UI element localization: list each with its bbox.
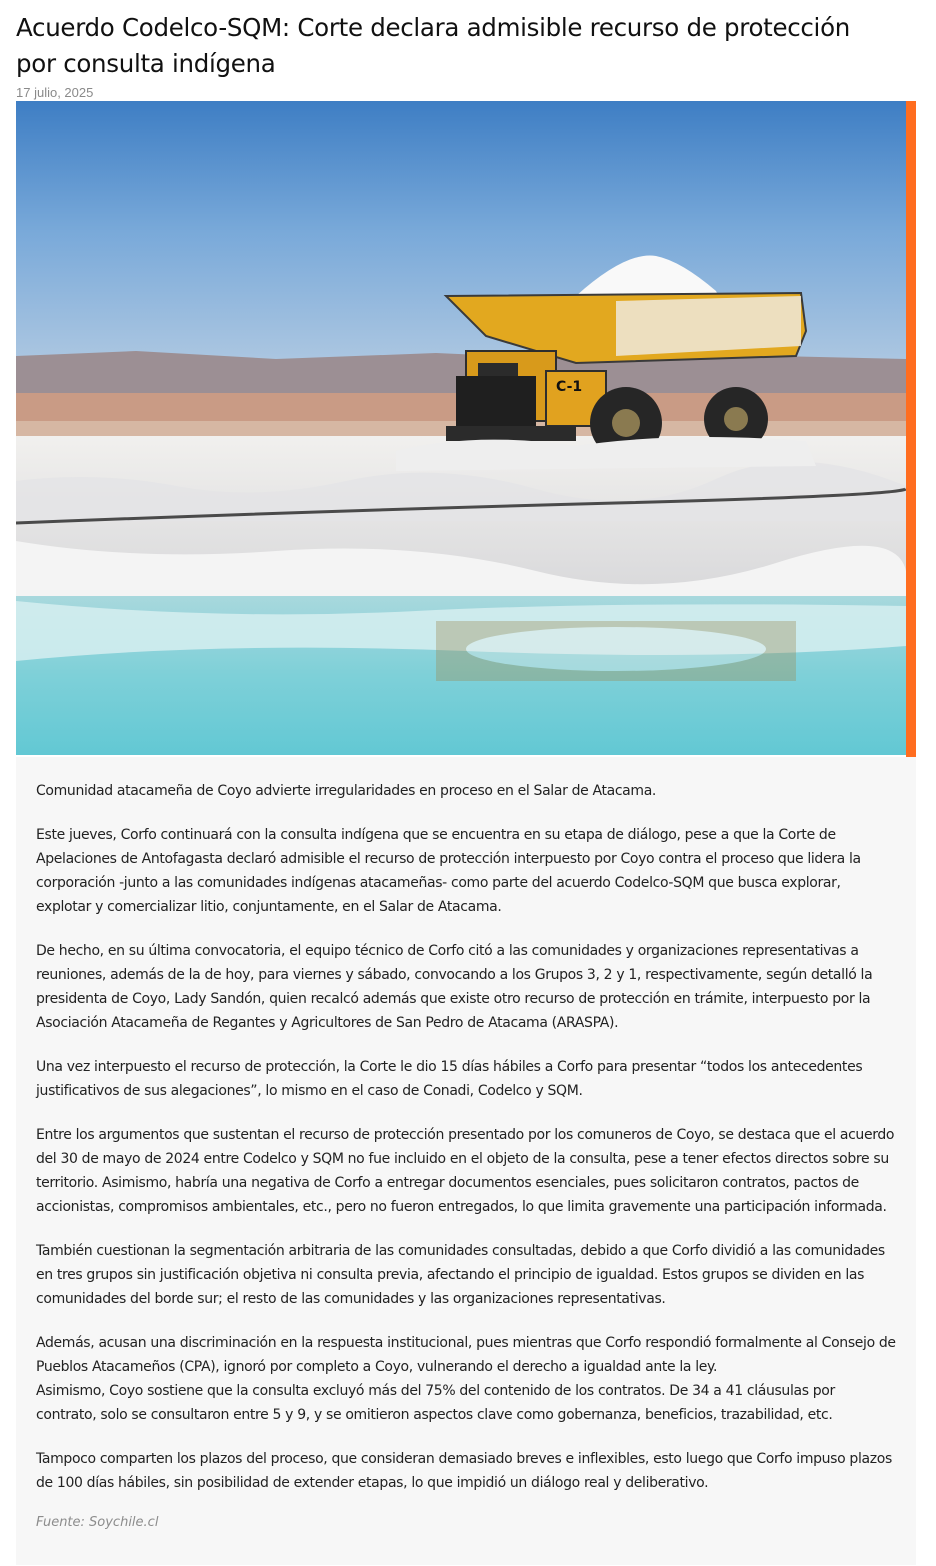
accent-bar xyxy=(906,101,916,757)
article-paragraph xyxy=(36,1331,896,1427)
article-title: Acuerdo Codelco-SQM: Corte declara admisible recurso de protección por consulta indígena xyxy=(16,13,850,78)
article-paragraph-line: Asimismo, Coyo sostiene que la consulta excluyó más del 75% del contenido de los contratos. De 34 a 41 cláusulas por contrato, solo se consultaron entre 5 y 9, y se omitieron aspectos clave como gobernanza, beneficios, trazabilidad, etc. xyxy=(36,1383,835,1423)
article-date: 17 julio, 2025 xyxy=(16,85,94,100)
article-paragraph-line: Además, acusan una discriminación en la respuesta institucional, pues mientras que Corfo respondió formalmente al Consejo de Pueblos Atacameños (CPA), ignoró por completo a Coyo, vulnerando el derecho a igualdad ante la ley. xyxy=(36,1335,896,1375)
article-body xyxy=(16,757,916,1565)
article-paragraph: De hecho, en su última convocatoria, el equipo técnico de Corfo citó a las comunidades y organizaciones representativas a reuniones, además de la de hoy, para viernes y sábado, convocando a los Grupos 3, 2 y 1, respectivamente, según detalló la presidenta de Coyo, Lady Sandón, quien recalcó además que existe otro recurso de protección en trámite, interpuesto por la Asociación Atacameña de Regantes y Agricultores de San Pedro de Atacama (ARASPA). xyxy=(36,943,873,1031)
article-paragraph: Entre los argumentos que sustentan el recurso de protección presentado por los comuneros de Coyo, se destaca que el acuerdo del 30 de mayo de 2024 entre Codelco y SQM no fue incluido en el objeto de la consulta, pese a tener efectos directos sobre su territorio. Asimismo, habría una negativa de Corfo a entregar documentos esenciales, pues solicitaron contratos, pactos de accionistas, compromisos ambientales, etc., pero no fueron entregados, lo que limita gravemente una participación informada. xyxy=(36,1127,895,1215)
article-paragraph: Una vez interpuesto el recurso de protección, la Corte le dio 15 días hábiles a Corfo para presentar “todos los antecedentes justificativos de sus alegaciones”, lo mismo en el caso de Conadi, Codelco y SQM. xyxy=(36,1059,863,1099)
svg-text:C-1: C-1 xyxy=(556,379,583,395)
article-paragraph: Este jueves, Corfo continuará con la consulta indígena que se encuentra en su etapa de diálogo, pese a que la Corte de Apelaciones de Antofagasta declaró admisible el recurso de protección interpuesto por Coyo contra el proceso que lidera la corporación -junto a las comunidades indígenas atacameñas- como parte del acuerdo Codelco-SQM que busca explorar, explotar y comercializar litio, conjuntamente, en el Salar de Atacama. xyxy=(36,827,861,915)
article-paragraph: Tampoco comparten los plazos del proceso, que consideran demasiado breves e inflexibles, esto luego que Corfo impuso plazos de 100 días hábiles, sin posibilidad de extender etapas, lo que impidió un diálogo real y deliberativo. xyxy=(36,1451,892,1491)
hero-image-container xyxy=(16,101,916,757)
article-source: Fuente: Soychile.cl xyxy=(36,1515,159,1530)
article-paragraph: También cuestionan la segmentación arbitraria de las comunidades consultadas, debido a que Corfo dividió a las comunidades en tres grupos sin justificación objetiva ni consulta previa, afectando el principio de igualdad. Estos grupos se dividen en las comunidades del borde sur; el resto de las comunidades y las organizaciones representativas. xyxy=(36,1243,885,1307)
article-paragraph: Comunidad atacameña de Coyo advierte irregularidades en proceso en el Salar de Atacama. xyxy=(36,783,657,799)
hero-image-mining-truck-salt-flat xyxy=(16,101,906,755)
article xyxy=(16,0,916,1565)
